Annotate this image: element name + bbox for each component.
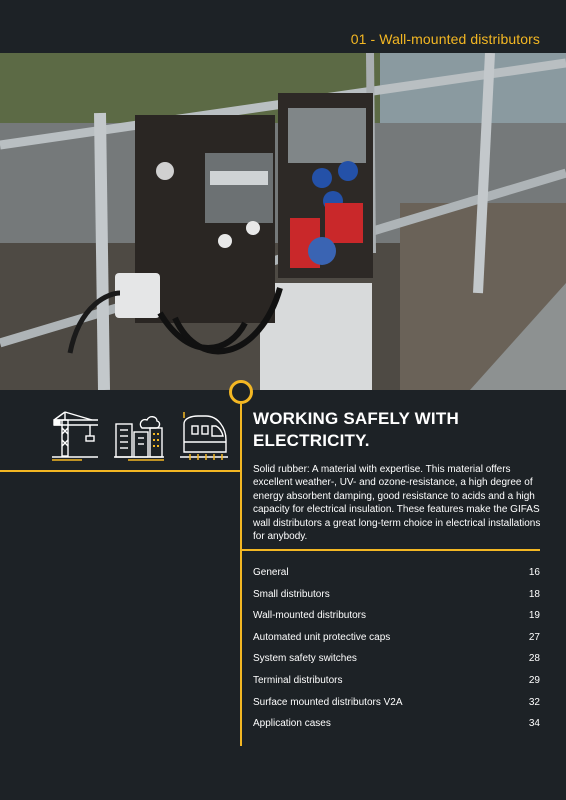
photo-illustration <box>0 53 566 390</box>
article-headline <box>253 408 533 452</box>
toc-page-number: 19 <box>528 610 540 622</box>
toc-label: Small distributors <box>253 588 330 600</box>
toc-page-number: 29 <box>528 674 540 686</box>
table-of-contents <box>253 567 540 740</box>
toc-entry-surface-mounted-v2a[interactable] <box>253 697 540 719</box>
headline-line-2: ELECTRICITY. <box>253 431 370 450</box>
toc-page-number: 27 <box>528 631 540 643</box>
ring-marker <box>229 380 253 404</box>
chapter-title: 01 - Wall-mounted distributors <box>350 31 540 47</box>
intro-paragraph: Solid rubber: A material with expertise. This material offers excellent weather-, UV- and ozone-resistance, a high degree of energy absorbent damping, good resistance to acids and a high capacity for electrical insulation. These features make the GIFAS wall distributors a great long-term choice in electrical installations for anybody. <box>253 464 541 543</box>
toc-label: General <box>253 567 289 578</box>
crane-icon <box>52 410 100 462</box>
icons-underline <box>0 470 241 472</box>
toc-page-number: 16 <box>528 567 540 578</box>
train-icon <box>180 410 228 462</box>
toc-entry-general[interactable] <box>253 567 540 589</box>
toc-page-number: 18 <box>528 588 540 600</box>
toc-label: System safety switches <box>253 653 357 665</box>
toc-page-number: 34 <box>528 718 540 730</box>
toc-entry-terminal-distributors[interactable] <box>253 675 540 697</box>
toc-entry-application-cases[interactable] <box>253 718 540 740</box>
toc-entry-wall-mounted-distributors[interactable] <box>253 610 540 632</box>
toc-page-number: 28 <box>528 653 540 665</box>
toc-entry-small-distributors[interactable] <box>253 589 540 611</box>
page-header <box>0 0 566 53</box>
hero-photo <box>0 53 566 390</box>
toc-label: Application cases <box>253 718 331 730</box>
toc-label: Surface mounted distributors V2A <box>253 696 403 708</box>
industry-buildings-icon <box>114 410 164 462</box>
headline-line-1: WORKING SAFELY WITH <box>253 409 459 428</box>
toc-label: Automated unit protective caps <box>253 631 391 643</box>
toc-page-number: 32 <box>528 696 540 708</box>
toc-label: Wall-mounted distributors <box>253 610 367 622</box>
intro-underline <box>241 549 540 551</box>
vertical-divider <box>240 404 242 746</box>
toc-label: Terminal distributors <box>253 674 343 686</box>
toc-entry-protective-caps[interactable] <box>253 632 540 654</box>
industry-icons <box>52 410 227 462</box>
toc-entry-safety-switches[interactable] <box>253 653 540 675</box>
